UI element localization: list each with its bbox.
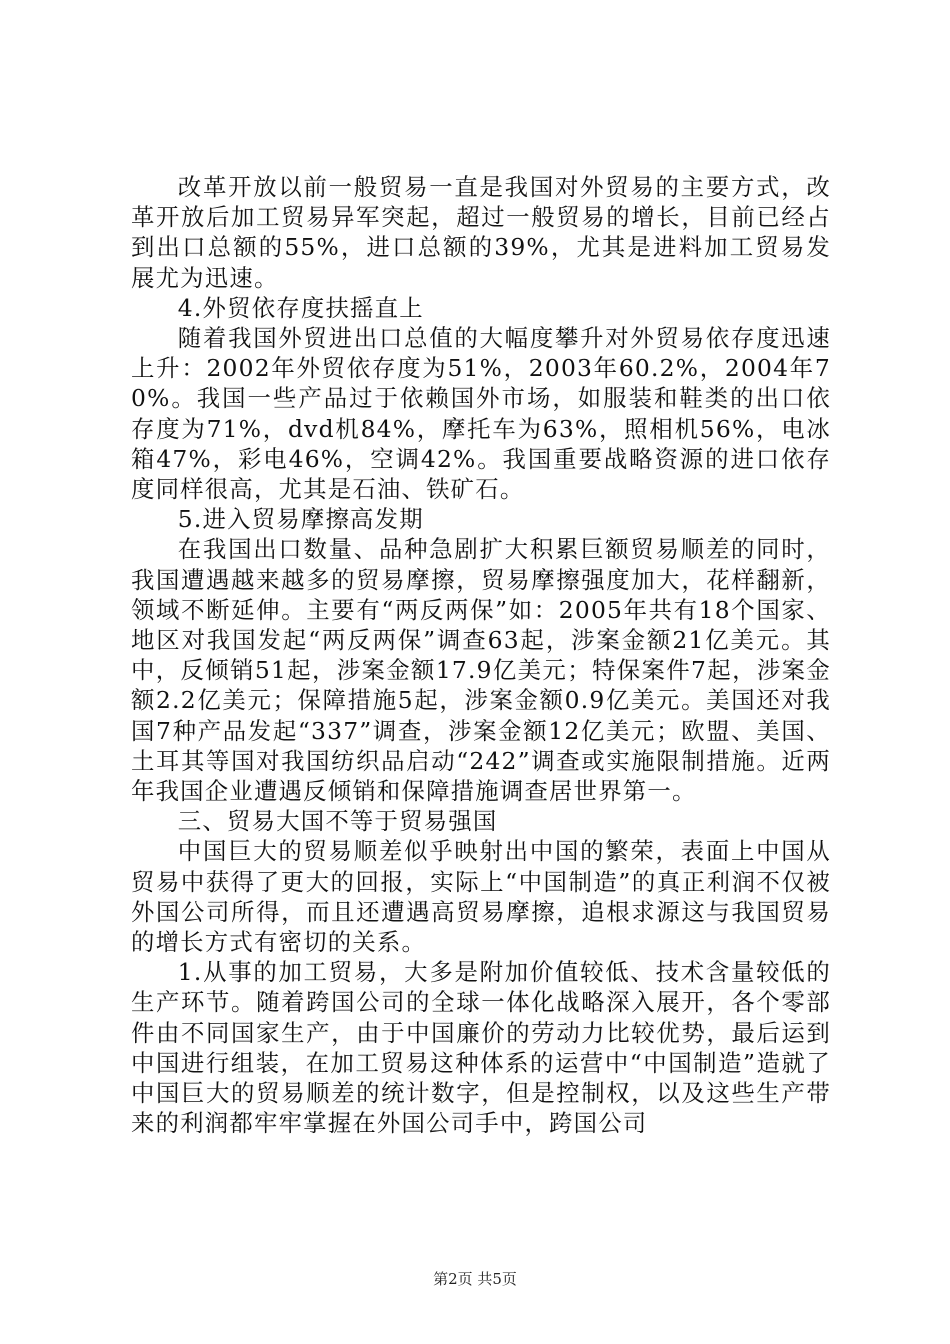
paragraph-trade-friction: 在我国出口数量、品种急剧扩大积累巨额贸易顺差的同时，我国遭遇越来越多的贸易摩擦，贸易摩擦强度加大，花样翻新，领域不断延伸。主要有“两反两保”如：2005年共有18个国家、地区对我国发起“两反两保”调查63起，涉案金额21亿美元。其中，反倾销51起，涉案金额17.9亿美元；特保案件7起，涉案金额2.2亿美元；保障措施5起，涉案金额0.9亿美元。美国还对我国7种产品发起“337”调查，涉案金额12亿美元；欧盟、美国、土耳其等国对我国纺织品启动“242”调查或实施限制措施。近两年我国企业遭遇反倾销和保障措施调查居世界第一。: [131, 535, 831, 806]
page-number-footer: 第2页 共5页: [433, 1270, 517, 1288]
paragraph-trade-dependency: 随着我国外贸进出口总值的大幅度攀升对外贸易依存度迅速上升：2002年外贸依存度为51%，2003年60.2%，2004年70%。我国一些产品过于依赖国外市场，如服装和鞋类的出口依存度为71%，dvd机84%，摩托车为63%，照相机56%，电冰箱47%，彩电46%，空调42%。我国重要战略资源的进口依存度同样很高，尤其是石油、铁矿石。: [131, 324, 831, 504]
heading-trade-friction: 5.进入贸易摩擦高发期: [177, 505, 424, 534]
paragraph-processing-trade: 改革开放以前一般贸易一直是我国对外贸易的主要方式，改革开放后加工贸易异军突起，超过一般贸易的增长，目前已经占到出口总额的55%，进口总额的39%，尤其是进料加工贸易发展尤为迅速。: [131, 173, 831, 292]
paragraph-processing-low-value: 1.从事的加工贸易，大多是附加价值较低、技术含量较低的生产环节。随着跨国公司的全球一体化战略深入展开，各个零部件由不同国家生产，由于中国廉价的劳动力比较优势，最后运到中国进行组装，在加工贸易这种体系的运营中“中国制造”造就了中国巨大的贸易顺差的统计数字，但是控制权，以及这些生产带来的利润都牢牢掌握在外国公司手中，跨国公司: [131, 958, 831, 1138]
paragraph-trade-surplus: 中国巨大的贸易顺差似乎映射出中国的繁荣，表面上中国从贸易中获得了更大的回报，实际上“中国制造”的真正利润不仅被外国公司所得，而且还遭遇高贸易摩擦，追根求源这与我国贸易的增长方式有密切的关系。: [131, 837, 831, 957]
document-body: [131, 172, 831, 1139]
heading-trade-power: 三、贸易大国不等于贸易强国: [177, 807, 498, 836]
heading-trade-dependency: 4.外贸依存度扶摇直上: [177, 293, 424, 322]
